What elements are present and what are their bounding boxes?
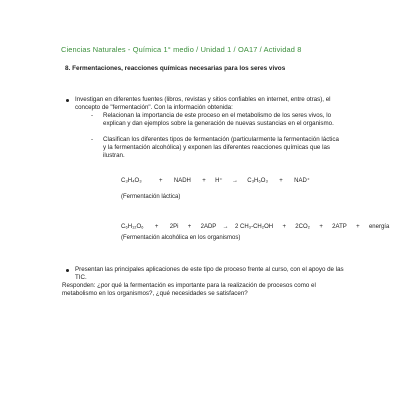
responder-paragraph: Responden: ¿por qué la fermentación es importante para la realización de procesos como el metabolismo en los organismos?, ¿qué necesidades se satisfacen? xyxy=(62,282,316,297)
eq1-caption: (Fermentación láctica) xyxy=(121,194,181,200)
bullet-investigan: Investigan en diferentes fuentes (libros, revistas y sitios confiables en internet, entre otras), el concepto de "fermentación". Con la información obtenida: xyxy=(75,96,331,111)
eq1-product-nad: NAD⁺ xyxy=(294,178,310,184)
eq1-plus: + xyxy=(202,178,206,184)
eq2-product-atp: 2ATP xyxy=(332,224,347,230)
eq2-plus: + xyxy=(319,224,323,230)
subitem-relacionan: Relacionan la importancia de este proceso en el metabolismo de los seres vivos, lo explican y dan ejemplos sobre la generación de nuevas sustancias en el organismo. xyxy=(103,112,334,127)
equation-lactic xyxy=(121,177,310,184)
eq2-reactant-glucose: C₆H₁₂O₆ xyxy=(121,224,144,230)
bullet-presentan: Presentan las principales aplicaciones de este tipo de proceso frente al curso, con el apoyo de las TIC. xyxy=(75,266,344,281)
equation-alcoholic xyxy=(121,224,389,230)
eq1-product-lactate: C₃H₆O₃ xyxy=(247,178,268,184)
subitem-clasifican: Clasifican los diferentes tipos de fermentación (particularmente la fermentación láctica y la fermentación alcohólica) y exponen las diferentes reacciones químicas que las ilustran. xyxy=(103,136,339,159)
dash-marker: - xyxy=(91,136,94,143)
eq2-product-co2: 2CO₂ xyxy=(295,224,310,230)
eq1-reactant-pyruvate: C₃H₄O₃ xyxy=(121,178,142,184)
eq1-arrow: → xyxy=(231,178,238,184)
eq2-reactant-adp: 2ADP xyxy=(200,224,217,230)
eq1-plus: + xyxy=(159,178,163,184)
eq2-plus: + xyxy=(282,224,286,230)
eq2-plus: + xyxy=(356,224,360,230)
bullet-dot xyxy=(66,99,69,102)
eq1-plus: + xyxy=(279,178,283,184)
eq1-reactant-nadh: NADH xyxy=(173,178,191,184)
section-title: 8. Fermentaciones, reacciones químicas necesarias para los seres vivos xyxy=(65,65,286,72)
eq2-arrow: → xyxy=(222,224,229,230)
eq2-product-ethanol: 2 CH₃-CH₂OH xyxy=(234,224,274,230)
eq2-reactant-pi: 2Pi xyxy=(169,224,179,230)
bullet-dot xyxy=(66,269,69,272)
dash-marker: - xyxy=(91,112,94,119)
eq2-caption: (Fermentación alcohólica en los organismos) xyxy=(121,235,241,241)
eq2-product-energy: energía xyxy=(368,224,390,230)
eq2-plus: + xyxy=(187,224,192,230)
eq1-reactant-h: H⁺ xyxy=(215,178,223,184)
eq2-plus: + xyxy=(154,224,159,230)
breadcrumb: Ciencias Naturales - Química 1° medio / Unidad 1 / OA17 / Actividad 8 xyxy=(61,45,302,54)
